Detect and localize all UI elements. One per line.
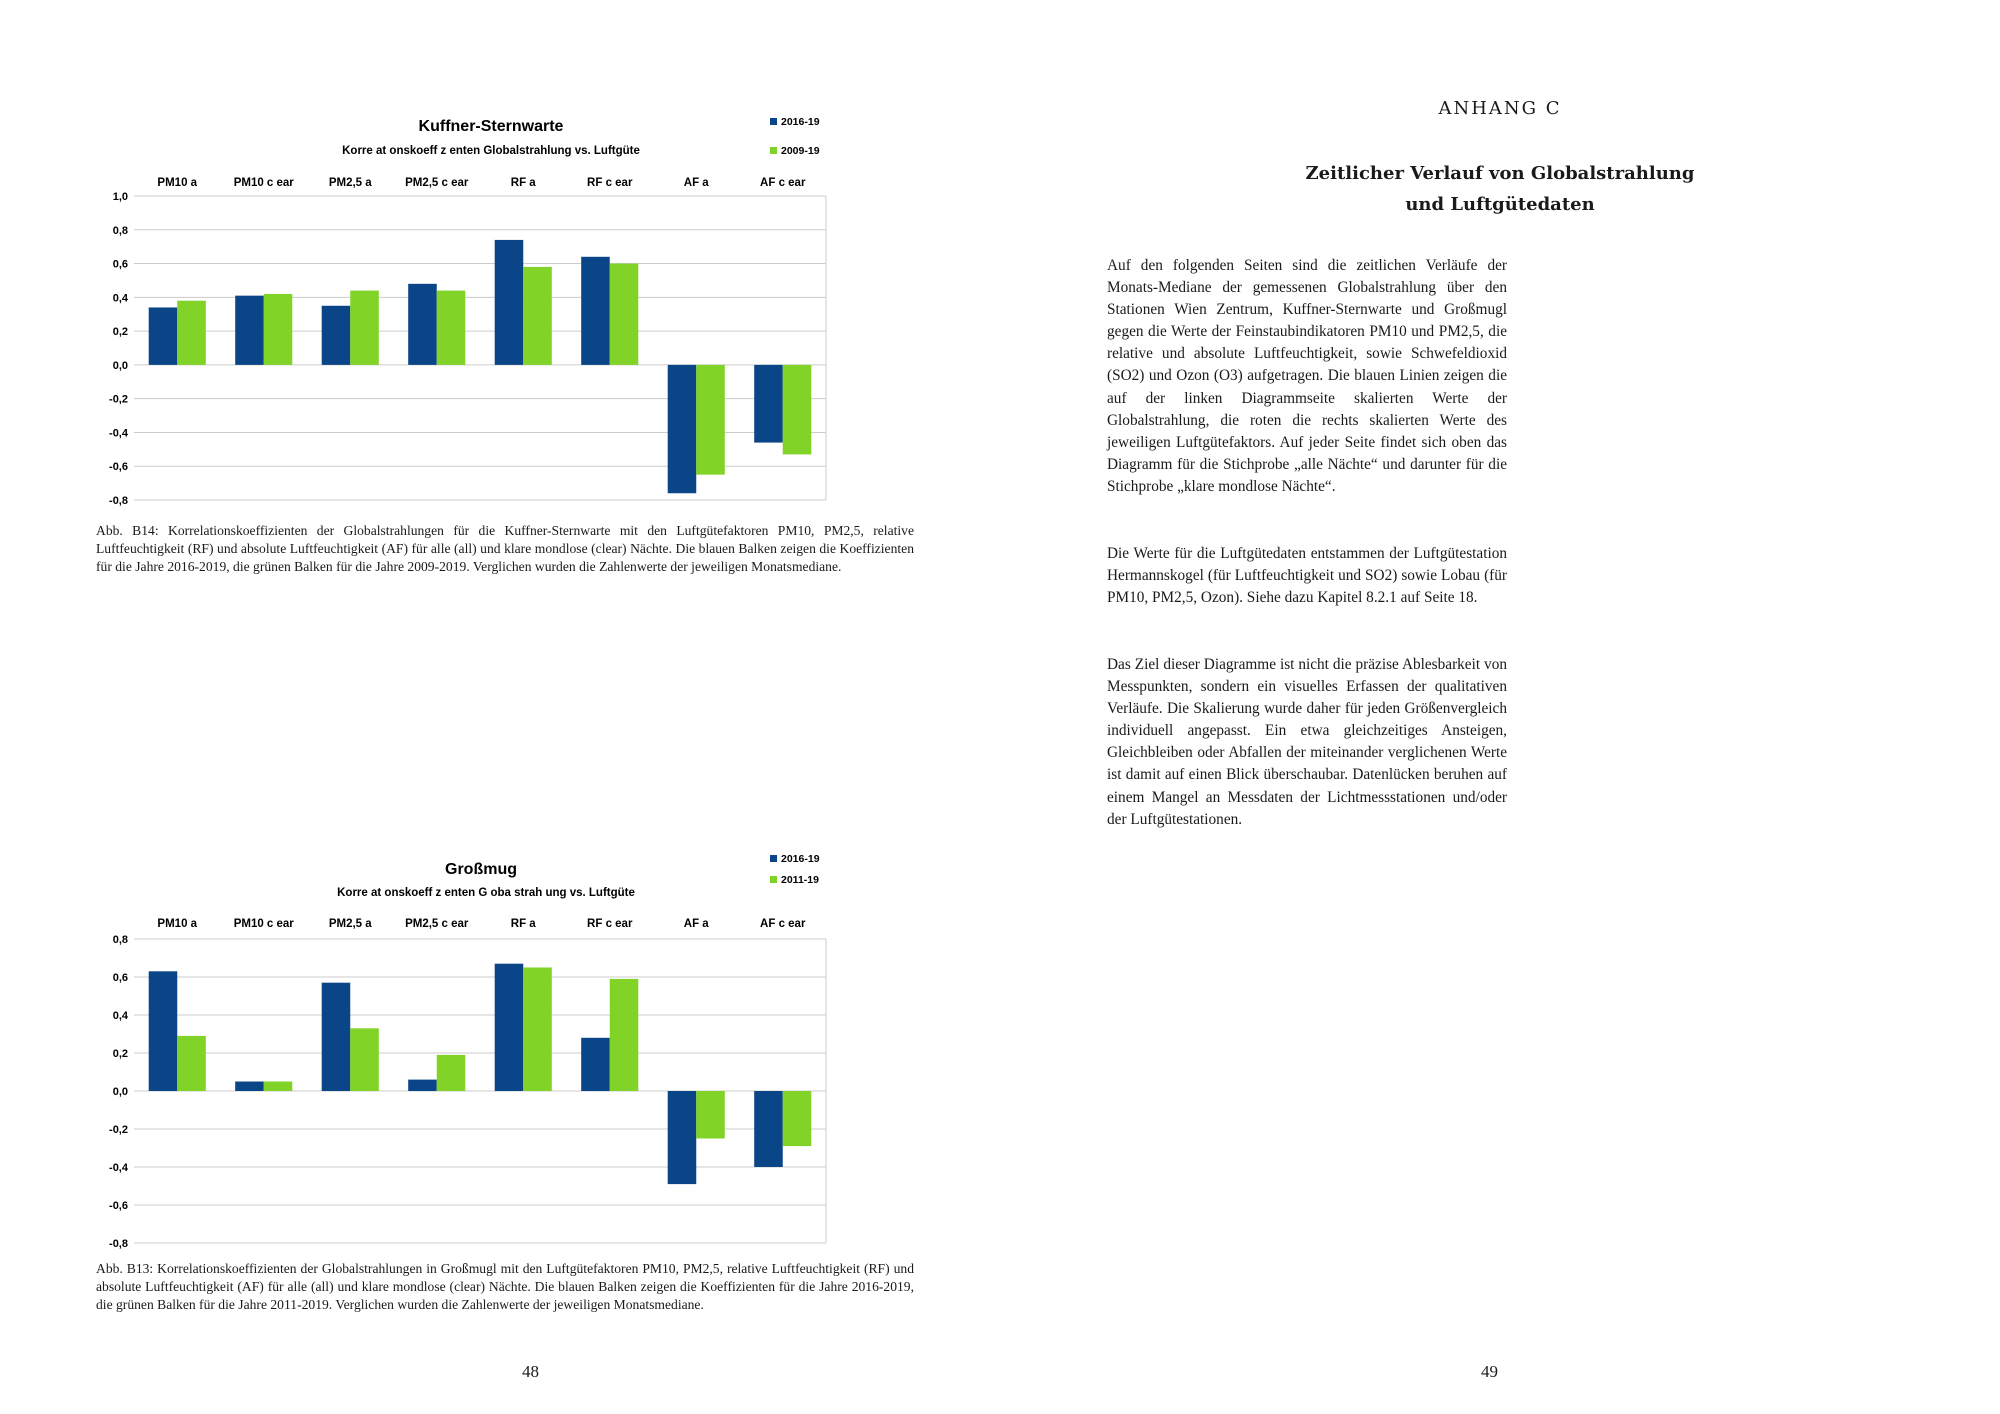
bar-2016-19-PM10 a — [149, 971, 178, 1091]
bar-2016-19-PM10 c ear — [235, 1082, 264, 1092]
bar-2016-19-PM2,5 c ear — [408, 284, 437, 365]
plot-area — [109, 177, 826, 507]
chart-subtitle: Korre at onskoeff z enten Globalstrahlung vs. Luftgüte — [342, 145, 640, 157]
y-tick-label: 0,0 — [112, 1086, 128, 1098]
bar-2009-19-RF c ear — [610, 264, 639, 365]
appendix-title — [1000, 158, 2000, 220]
bar-2011-19-PM2,5 a — [350, 1028, 379, 1091]
category-label: RF c ear — [587, 177, 633, 189]
bar-2009-19-AF c ear — [783, 365, 812, 455]
category-label: PM2,5 a — [328, 177, 372, 189]
category-label: AF a — [683, 177, 709, 189]
chart-title: Großmug — [445, 861, 517, 878]
plot-area — [109, 918, 826, 1250]
legend-swatch-series-1 — [770, 855, 777, 862]
bar-2016-19-AF c ear — [754, 365, 783, 443]
category-label: PM2,5 c ear — [405, 918, 469, 930]
bar-2011-19-AF a — [696, 1091, 725, 1139]
bar-2016-19-RF a — [495, 964, 524, 1091]
y-tick-label: -0,8 — [109, 495, 128, 507]
y-tick-label: 0,8 — [112, 934, 128, 946]
bar-2016-19-AF a — [668, 365, 697, 493]
legend-swatch-series-2 — [770, 876, 777, 883]
legend-label-series-2: 2011-19 — [781, 874, 819, 886]
bar-2009-19-PM2,5 a — [350, 291, 379, 365]
chart-legend — [770, 853, 820, 886]
bar-2016-19-AF c ear — [754, 1091, 783, 1167]
bar-2016-19-PM10 c ear — [235, 296, 264, 365]
y-tick-label: 0,6 — [112, 972, 128, 984]
category-label: PM2,5 c ear — [405, 177, 469, 189]
y-tick-label: -0,4 — [109, 1162, 128, 1174]
category-label: PM10 c ear — [233, 177, 294, 189]
bar-2009-19-RF a — [523, 267, 552, 365]
legend-label-series-2: 2009-19 — [781, 145, 820, 157]
body-paragraph-3: Das Ziel dieser Diagramme ist nicht die präzise Ablesbarkeit von Messpunkten, sondern ein visuelles Erfassen der qualitativen Verläufe. Die Skalierung wurde daher für jeden Größenvergleich individuell angepasst. Ein etwa gleichzeitiges Ansteigen, Gleichbleiben oder Abfallen der miteinander verglichenen Werte ist damit auf einen Blick überschaubar. Datenlücken beruhen auf einem Mangel an Messdaten der Lichtmessstationen und/oder der Luftgütestationen. — [1107, 656, 1507, 828]
chart-title: Kuffner-Sternwarte — [418, 118, 564, 135]
category-label: RF a — [510, 177, 536, 189]
y-tick-label: -0,6 — [109, 1200, 128, 1212]
category-label: AF c ear — [760, 177, 806, 189]
bar-2011-19-PM10 a — [177, 1036, 206, 1091]
chart-svg — [96, 100, 836, 507]
category-label: PM2,5 a — [328, 918, 372, 930]
y-tick-label: -0,2 — [109, 1124, 128, 1136]
chart-legend — [770, 116, 820, 157]
category-label: AF c ear — [760, 918, 806, 930]
appendix-title-line-2: und Luftgütedaten — [1405, 194, 1595, 215]
bar-2016-19-PM2,5 c ear — [408, 1080, 437, 1091]
legend-swatch-series-1 — [770, 118, 777, 125]
y-tick-label: 0,8 — [112, 224, 128, 237]
page-number: 48 — [522, 1362, 539, 1381]
bar-2011-19-PM2,5 c ear — [437, 1055, 466, 1091]
y-tick-label: 0,0 — [112, 359, 128, 372]
y-tick-label: -0,2 — [109, 393, 128, 406]
bar-2016-19-PM2,5 a — [322, 983, 351, 1091]
category-label: RF c ear — [587, 918, 633, 930]
category-label: PM10 c ear — [233, 918, 294, 930]
y-tick-label: 0,4 — [112, 292, 128, 305]
y-tick-label: 0,2 — [112, 1048, 128, 1060]
bar-2009-19-PM10 a — [177, 301, 206, 365]
legend-swatch-series-2 — [770, 147, 777, 154]
y-tick-label: -0,6 — [109, 461, 128, 474]
bar-2011-19-AF c ear — [783, 1091, 812, 1146]
y-tick-label: 0,2 — [112, 326, 128, 339]
y-tick-label: 1,0 — [112, 191, 128, 203]
page-number: 49 — [1481, 1362, 1498, 1381]
y-tick-label: 0,4 — [112, 1010, 128, 1022]
bar-2011-19-PM10 c ear — [264, 1082, 293, 1092]
category-label: AF a — [683, 918, 709, 930]
bar-2009-19-AF a — [696, 365, 725, 475]
legend-label-series-1: 2016-19 — [781, 853, 820, 865]
category-label: RF a — [510, 918, 536, 930]
right-page — [1000, 0, 2000, 1414]
figure-caption-b14: Abb. B14: Korrelationskoeffizienten der Globalstrahlungen für die Kuffner-Sternwarte mit den Luftgütefaktoren PM10, PM2,5, relative Luftfeuchtigkeit (RF) und absolute Luftfeuchtigkeit (AF) für alle (all) und klare mondlose (clear) Nächte. Die blauen Balken zeigen die Koeffizienten für die Jahre 2016-2019, die grünen Balken für die Jahre 2009-2019. Verglichen wurden die Zahlenwerte der jeweiligen Monatsmediane. — [96, 523, 914, 575]
appendix-heading: ANHANG C — [1438, 98, 1562, 119]
bar-2016-19-RF c ear — [581, 257, 610, 365]
category-label: PM10 a — [157, 918, 198, 930]
y-tick-label: -0,8 — [109, 1238, 128, 1250]
bar-2016-19-AF a — [668, 1091, 697, 1184]
bar-2016-19-RF c ear — [581, 1038, 610, 1091]
bar-2016-19-RF a — [495, 240, 524, 365]
bar-2009-19-PM10 c ear — [264, 294, 293, 365]
chart-grossmugl — [96, 843, 836, 1250]
bar-2011-19-RF a — [523, 968, 552, 1092]
figure-caption-b13: Abb. B13: Korrelationskoeffizienten der Globalstrahlungen in Großmugl mit den Luftgütefaktoren PM10, PM2,5, relative Luftfeuchtigkeit (RF) und absolute Luftfeuchtigkeit (AF) für alle (all) und klare mondlose (clear) Nächte. Die blauen Balken zeigen die Koeffizienten für die Jahre 2016-2019, die grünen Balken für die Jahre 2011-2019. Verglichen wurden die Zahlenwerte der jeweiligen Monatsmediane. — [96, 1261, 914, 1313]
bar-2011-19-RF c ear — [610, 979, 639, 1091]
appendix-title-line-1: Zeitlicher Verlauf von Globalstrahlung — [1305, 163, 1695, 184]
y-tick-label: 0,6 — [112, 258, 128, 271]
bar-2016-19-PM10 a — [149, 307, 178, 364]
chart-svg — [96, 843, 836, 1250]
y-tick-label: -0,4 — [109, 427, 128, 440]
legend-label-series-1: 2016-19 — [781, 116, 820, 128]
bar-2016-19-PM2,5 a — [322, 306, 351, 365]
chart-subtitle: Korre at onskoeff z enten G oba strah ung vs. Luftgüte — [337, 887, 635, 899]
category-label: PM10 a — [157, 177, 198, 189]
bar-2009-19-PM2,5 c ear — [437, 291, 466, 365]
body-paragraph-1: Auf den folgenden Seiten sind die zeitlichen Verläufe der Monats-Mediane der gemessenen Globalstrahlung über den Stationen Wien Zentrum, Kuffner-Sternwarte und Großmugl gegen die Werte der Feinstaubindikatoren PM10 und PM2,5, die relative und absolute Luftfeuchtigkeit, sowie Schwefeldioxid (SO2) und Ozon (O3) aufgetragen. Die blauen Linien zeigen die auf der linken Diagrammseite skalierten Werte der Globalstrahlung, die roten die rechts skalierten Werte des jeweiligen Luftgütefaktors. Auf jeder Seite findet sich oben das Diagramm für die Stichprobe „alle Nächte“ und darunter für die Stichprobe „klare mondlose Nächte“. — [1107, 257, 1507, 495]
body-paragraph-2: Die Werte für die Luftgütedaten entstammen der Luftgütestation Hermannskogel (für Luftfeuchtigkeit und SO2) sowie Lobau (für PM10, PM2,5, Ozon). Siehe dazu Kapitel 8.2.1 auf Seite 18. — [1107, 545, 1507, 607]
chart-kuffner-sternwarte — [96, 100, 836, 507]
